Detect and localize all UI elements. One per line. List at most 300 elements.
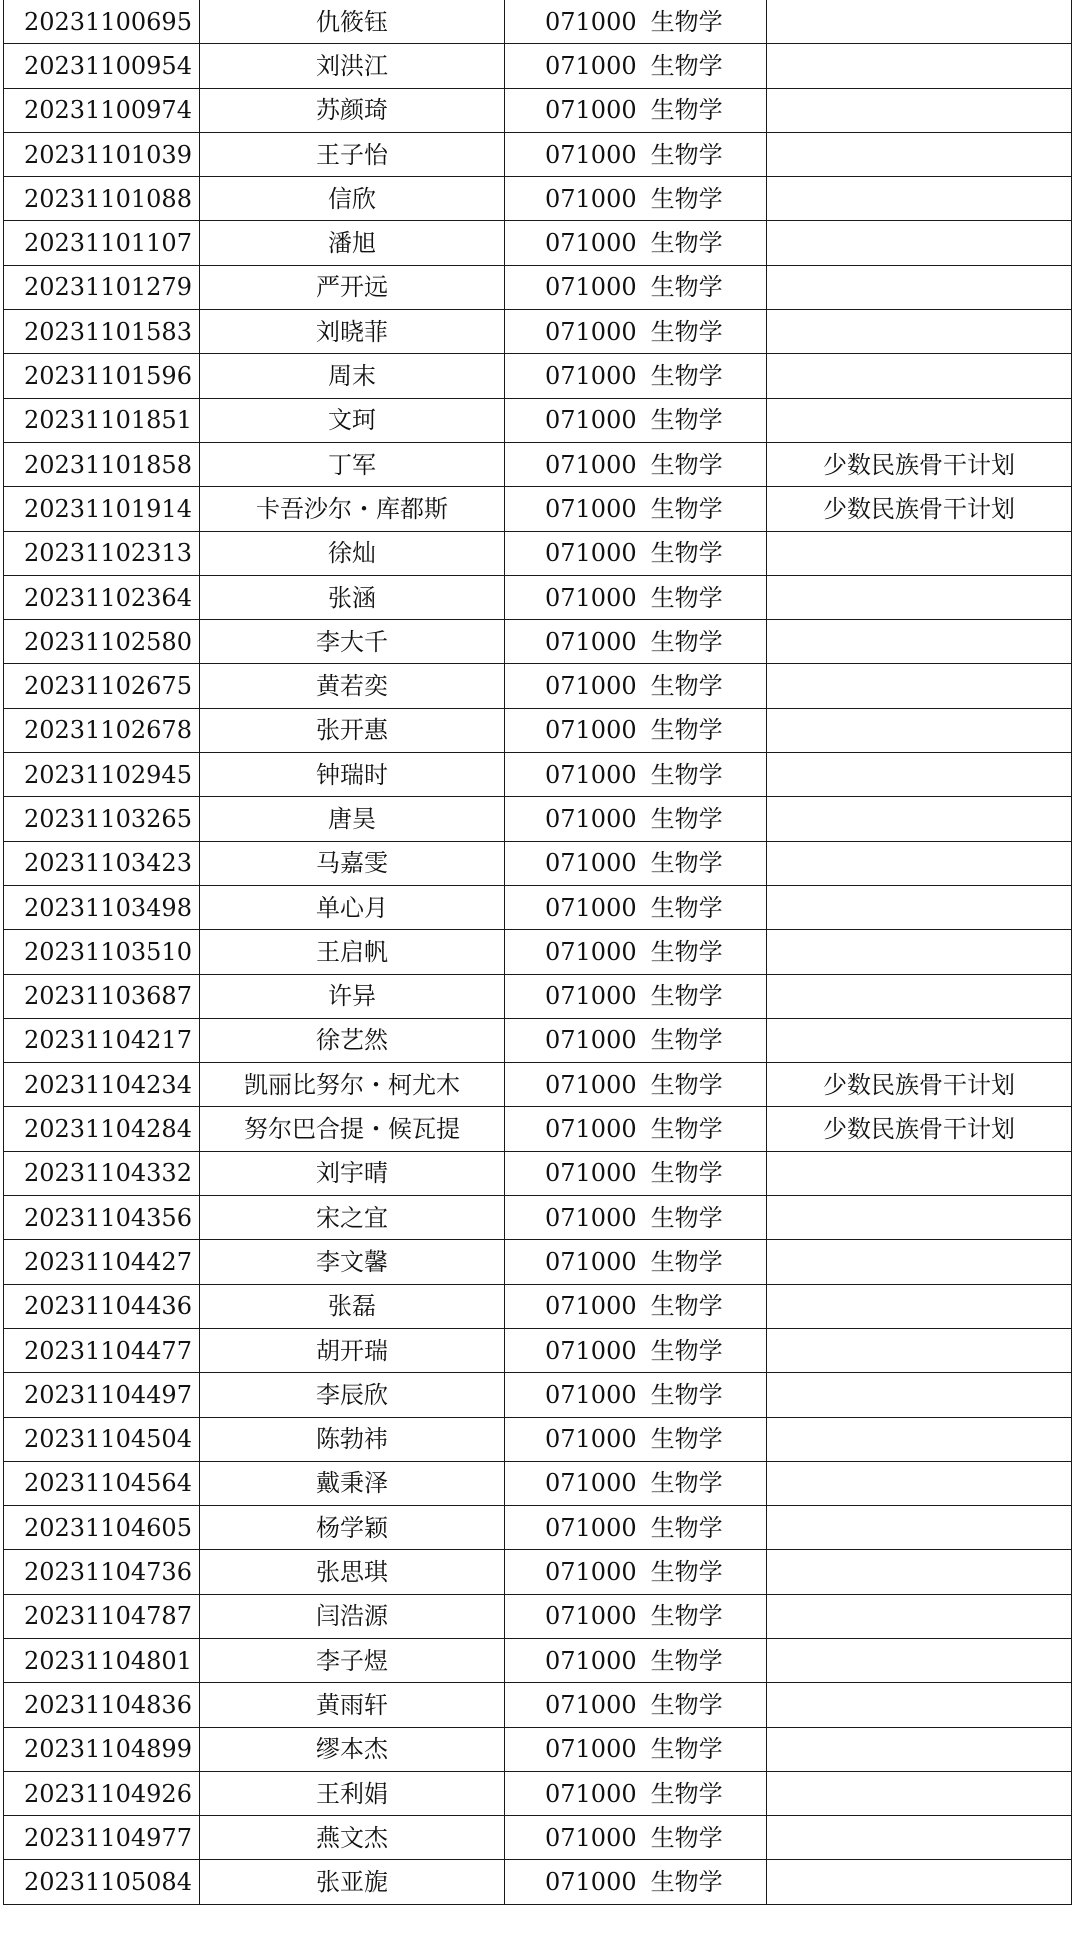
student-id-cell: 20231103265 [4, 797, 200, 841]
major-cell [505, 1196, 767, 1240]
program-note-cell [767, 531, 1072, 575]
student-name-cell: 李辰欣 [200, 1373, 505, 1417]
major-cell [505, 1018, 767, 1062]
major-name: 生物学 [650, 7, 723, 36]
major-code: 071000 [545, 716, 637, 745]
program-note-cell [767, 1373, 1072, 1417]
major-name: 生物学 [650, 362, 723, 391]
program-note-cell: 少数民族骨干计划 [767, 1063, 1072, 1107]
program-note-cell [767, 1196, 1072, 1240]
major-cell [505, 398, 767, 442]
student-id-cell: 20231102313 [4, 531, 200, 575]
major-cell [505, 1063, 767, 1107]
program-note-cell: 少数民族骨干计划 [767, 1107, 1072, 1151]
student-name-cell: 李大千 [200, 620, 505, 664]
major-name: 生物学 [650, 1735, 723, 1764]
major-code: 071000 [545, 893, 637, 922]
program-note-cell [767, 88, 1072, 132]
student-id-cell: 20231101039 [4, 132, 200, 176]
student-name-cell: 宋之宜 [200, 1196, 505, 1240]
student-id-cell: 20231101914 [4, 487, 200, 531]
student-id-cell: 20231104899 [4, 1727, 200, 1771]
major-name: 生物学 [650, 1646, 723, 1675]
major-name: 生物学 [650, 1336, 723, 1365]
major-cell [505, 265, 767, 309]
program-note-cell [767, 354, 1072, 398]
major-code: 071000 [545, 1735, 637, 1764]
major-code: 071000 [545, 273, 637, 302]
table-row [4, 354, 1072, 398]
student-id-cell: 20231104736 [4, 1550, 200, 1594]
program-note-cell [767, 1417, 1072, 1461]
major-cell [505, 1727, 767, 1771]
major-code: 071000 [545, 1779, 637, 1808]
table-row [4, 1328, 1072, 1372]
major-code: 071000 [545, 539, 637, 568]
student-name-cell: 李文馨 [200, 1240, 505, 1284]
major-name: 生物学 [650, 406, 723, 435]
student-id-cell: 20231101088 [4, 177, 200, 221]
major-code: 071000 [545, 1602, 637, 1631]
major-cell [505, 1506, 767, 1550]
major-code: 071000 [545, 229, 637, 258]
table-row [4, 841, 1072, 885]
student-name-cell: 仇筱钰 [200, 0, 505, 44]
student-id-cell: 20231101858 [4, 442, 200, 486]
major-name: 生物学 [650, 1868, 723, 1897]
program-note-cell [767, 44, 1072, 88]
major-code: 071000 [545, 1469, 637, 1498]
student-id-cell: 20231103687 [4, 974, 200, 1018]
program-note-cell [767, 1328, 1072, 1372]
student-name-cell: 陈勃祎 [200, 1417, 505, 1461]
student-name-cell: 许异 [200, 974, 505, 1018]
major-cell [505, 0, 767, 44]
student-name-cell: 王启帆 [200, 930, 505, 974]
student-name-cell: 闫浩源 [200, 1594, 505, 1638]
program-note-cell [767, 974, 1072, 1018]
major-name: 生物学 [650, 1159, 723, 1188]
table-row [4, 0, 1072, 44]
student-name-cell: 张涵 [200, 575, 505, 619]
program-note-cell [767, 1683, 1072, 1727]
program-note-cell: 少数民族骨干计划 [767, 487, 1072, 531]
program-note-cell [767, 1860, 1072, 1904]
student-name-cell: 胡开瑞 [200, 1328, 505, 1372]
student-id-cell: 20231102945 [4, 753, 200, 797]
student-id-cell: 20231101851 [4, 398, 200, 442]
student-name-cell: 卡吾沙尔・库都斯 [200, 487, 505, 531]
student-id-cell: 20231104564 [4, 1461, 200, 1505]
student-id-cell: 20231101279 [4, 265, 200, 309]
major-code: 071000 [545, 1513, 637, 1542]
major-name: 生物学 [650, 1380, 723, 1409]
program-note-cell [767, 398, 1072, 442]
student-id-cell: 20231104787 [4, 1594, 200, 1638]
table-row [4, 44, 1072, 88]
student-id-cell: 20231102580 [4, 620, 200, 664]
student-name-cell: 戴秉泽 [200, 1461, 505, 1505]
program-note-cell [767, 1151, 1072, 1195]
major-name: 生物学 [650, 1823, 723, 1852]
student-name-cell: 潘旭 [200, 221, 505, 265]
student-id-cell: 20231104497 [4, 1373, 200, 1417]
major-code: 071000 [545, 1247, 637, 1276]
major-name: 生物学 [650, 1203, 723, 1232]
student-name-cell: 王利娟 [200, 1771, 505, 1815]
major-name: 生物学 [650, 140, 723, 169]
major-cell [505, 885, 767, 929]
program-note-cell [767, 310, 1072, 354]
student-name-cell: 马嘉雯 [200, 841, 505, 885]
major-code: 071000 [545, 849, 637, 878]
major-code: 071000 [545, 1558, 637, 1587]
program-note-cell [767, 885, 1072, 929]
major-code: 071000 [545, 804, 637, 833]
student-name-cell: 张磊 [200, 1284, 505, 1328]
table-row [4, 620, 1072, 664]
table-row [4, 575, 1072, 619]
major-code: 071000 [545, 937, 637, 966]
major-cell [505, 354, 767, 398]
student-name-cell: 刘洪江 [200, 44, 505, 88]
student-name-cell: 徐灿 [200, 531, 505, 575]
program-note-cell [767, 1018, 1072, 1062]
program-note-cell: 少数民族骨干计划 [767, 442, 1072, 486]
student-id-cell: 20231100954 [4, 44, 200, 88]
major-cell [505, 1240, 767, 1284]
table-row [4, 1727, 1072, 1771]
student-id-cell: 20231102675 [4, 664, 200, 708]
major-name: 生物学 [650, 672, 723, 701]
student-id-cell: 20231100695 [4, 0, 200, 44]
program-note-cell [767, 1284, 1072, 1328]
student-name-cell: 单心月 [200, 885, 505, 929]
major-cell [505, 1107, 767, 1151]
major-cell [505, 1816, 767, 1860]
table-row [4, 1018, 1072, 1062]
table-row [4, 1816, 1072, 1860]
major-cell [505, 88, 767, 132]
student-name-cell: 凯丽比努尔・柯尤木 [200, 1063, 505, 1107]
student-id-cell: 20231105084 [4, 1860, 200, 1904]
table-row [4, 1506, 1072, 1550]
major-name: 生物学 [650, 229, 723, 258]
program-note-cell [767, 930, 1072, 974]
major-cell [505, 487, 767, 531]
major-cell [505, 1860, 767, 1904]
student-id-cell: 20231104605 [4, 1506, 200, 1550]
major-name: 生物学 [650, 1779, 723, 1808]
program-note-cell [767, 1638, 1072, 1682]
program-note-cell [767, 1550, 1072, 1594]
table-row [4, 531, 1072, 575]
major-name: 生物学 [650, 937, 723, 966]
table-row [4, 442, 1072, 486]
major-code: 071000 [545, 760, 637, 789]
student-id-cell: 20231104332 [4, 1151, 200, 1195]
table-row [4, 1373, 1072, 1417]
student-id-cell: 20231104977 [4, 1816, 200, 1860]
table-row [4, 1638, 1072, 1682]
table-row [4, 664, 1072, 708]
student-name-cell: 王子怡 [200, 132, 505, 176]
major-cell [505, 797, 767, 841]
major-code: 071000 [545, 1646, 637, 1675]
student-name-cell: 唐昊 [200, 797, 505, 841]
major-name: 生物学 [650, 494, 723, 523]
student-name-cell: 黄若奕 [200, 664, 505, 708]
table-row [4, 1196, 1072, 1240]
major-code: 071000 [545, 1425, 637, 1454]
student-id-cell: 20231104436 [4, 1284, 200, 1328]
student-id-cell: 20231104504 [4, 1417, 200, 1461]
major-cell [505, 531, 767, 575]
student-name-cell: 杨学颖 [200, 1506, 505, 1550]
table-row [4, 1771, 1072, 1815]
major-cell [505, 708, 767, 752]
major-name: 生物学 [650, 893, 723, 922]
major-name: 生物学 [650, 1070, 723, 1099]
major-name: 生物学 [650, 1247, 723, 1276]
student-id-cell: 20231104836 [4, 1683, 200, 1727]
program-note-cell [767, 132, 1072, 176]
major-cell [505, 177, 767, 221]
major-cell [505, 620, 767, 664]
program-note-cell [767, 575, 1072, 619]
major-cell [505, 841, 767, 885]
table-row [4, 708, 1072, 752]
major-code: 071000 [545, 1115, 637, 1144]
major-code: 071000 [545, 1292, 637, 1321]
student-name-cell: 丁军 [200, 442, 505, 486]
program-note-cell [767, 841, 1072, 885]
major-cell [505, 310, 767, 354]
student-id-cell: 20231101583 [4, 310, 200, 354]
major-cell [505, 1550, 767, 1594]
student-name-cell: 苏颜琦 [200, 88, 505, 132]
program-note-cell [767, 1240, 1072, 1284]
major-cell [505, 132, 767, 176]
student-id-cell: 20231102678 [4, 708, 200, 752]
table-row [4, 797, 1072, 841]
major-code: 071000 [545, 96, 637, 125]
student-id-cell: 20231103423 [4, 841, 200, 885]
student-id-cell: 20231104801 [4, 1638, 200, 1682]
major-code: 071000 [545, 406, 637, 435]
student-name-cell: 钟瑞时 [200, 753, 505, 797]
major-cell [505, 1284, 767, 1328]
major-name: 生物学 [650, 51, 723, 80]
student-name-cell: 燕文杰 [200, 1816, 505, 1860]
student-name-cell: 徐艺然 [200, 1018, 505, 1062]
major-name: 生物学 [650, 450, 723, 479]
major-code: 071000 [545, 1380, 637, 1409]
program-note-cell [767, 265, 1072, 309]
major-name: 生物学 [650, 849, 723, 878]
major-code: 071000 [545, 672, 637, 701]
table-row [4, 221, 1072, 265]
major-cell [505, 930, 767, 974]
program-note-cell [767, 1771, 1072, 1815]
major-code: 071000 [545, 450, 637, 479]
major-name: 生物学 [650, 96, 723, 125]
major-code: 071000 [545, 583, 637, 612]
major-name: 生物学 [650, 1115, 723, 1144]
major-name: 生物学 [650, 1292, 723, 1321]
table-row [4, 487, 1072, 531]
table-row [4, 1860, 1072, 1904]
major-code: 071000 [545, 1159, 637, 1188]
major-cell [505, 664, 767, 708]
student-name-cell: 信欣 [200, 177, 505, 221]
student-name-cell: 黄雨轩 [200, 1683, 505, 1727]
table-body [4, 0, 1072, 1904]
major-code: 071000 [545, 140, 637, 169]
table-row [4, 310, 1072, 354]
admission-list-table [3, 0, 1072, 1905]
program-note-cell [767, 708, 1072, 752]
student-name-cell: 严开远 [200, 265, 505, 309]
major-code: 071000 [545, 1070, 637, 1099]
program-note-cell [767, 221, 1072, 265]
major-code: 071000 [545, 362, 637, 391]
major-code: 071000 [545, 184, 637, 213]
table-row [4, 885, 1072, 929]
major-cell [505, 1328, 767, 1372]
program-note-cell [767, 177, 1072, 221]
student-id-cell: 20231104356 [4, 1196, 200, 1240]
major-name: 生物学 [650, 184, 723, 213]
student-id-cell: 20231101107 [4, 221, 200, 265]
major-cell [505, 44, 767, 88]
major-cell [505, 1638, 767, 1682]
major-cell [505, 974, 767, 1018]
major-name: 生物学 [650, 804, 723, 833]
student-id-cell: 20231104284 [4, 1107, 200, 1151]
major-code: 071000 [545, 494, 637, 523]
program-note-cell [767, 1506, 1072, 1550]
major-cell [505, 1594, 767, 1638]
major-cell [505, 1461, 767, 1505]
program-note-cell [767, 1727, 1072, 1771]
program-note-cell [767, 1594, 1072, 1638]
major-name: 生物学 [650, 583, 723, 612]
table-row [4, 1107, 1072, 1151]
student-id-cell: 20231104427 [4, 1240, 200, 1284]
table-row [4, 398, 1072, 442]
student-name-cell: 刘晓菲 [200, 310, 505, 354]
student-id-cell: 20231103498 [4, 885, 200, 929]
table-row [4, 1594, 1072, 1638]
program-note-cell [767, 620, 1072, 664]
student-name-cell: 周末 [200, 354, 505, 398]
student-id-cell: 20231104217 [4, 1018, 200, 1062]
major-cell [505, 221, 767, 265]
major-code: 071000 [545, 982, 637, 1011]
program-note-cell [767, 1461, 1072, 1505]
major-code: 071000 [545, 1868, 637, 1897]
student-id-cell: 20231103510 [4, 930, 200, 974]
major-cell [505, 442, 767, 486]
major-name: 生物学 [650, 760, 723, 789]
student-name-cell: 文珂 [200, 398, 505, 442]
table-row [4, 753, 1072, 797]
student-id-cell: 20231101596 [4, 354, 200, 398]
table-row [4, 1240, 1072, 1284]
student-name-cell: 张思琪 [200, 1550, 505, 1594]
table-row [4, 1461, 1072, 1505]
table-row [4, 132, 1072, 176]
major-name: 生物学 [650, 317, 723, 346]
table-row [4, 1063, 1072, 1107]
major-code: 071000 [545, 1203, 637, 1232]
student-id-cell: 20231100974 [4, 88, 200, 132]
major-name: 生物学 [650, 1690, 723, 1719]
major-name: 生物学 [650, 1602, 723, 1631]
table-row [4, 1284, 1072, 1328]
major-name: 生物学 [650, 273, 723, 302]
major-name: 生物学 [650, 1513, 723, 1542]
student-id-cell: 20231102364 [4, 575, 200, 619]
major-name: 生物学 [650, 1558, 723, 1587]
major-code: 071000 [545, 7, 637, 36]
major-code: 071000 [545, 317, 637, 346]
major-cell [505, 753, 767, 797]
table-row [4, 974, 1072, 1018]
student-name-cell: 努尔巴合提・候瓦提 [200, 1107, 505, 1151]
student-name-cell: 张开惠 [200, 708, 505, 752]
major-cell [505, 1151, 767, 1195]
major-code: 071000 [545, 1026, 637, 1055]
student-id-cell: 20231104234 [4, 1063, 200, 1107]
major-name: 生物学 [650, 1026, 723, 1055]
table-row [4, 88, 1072, 132]
major-name: 生物学 [650, 627, 723, 656]
student-id-cell: 20231104926 [4, 1771, 200, 1815]
major-code: 071000 [545, 51, 637, 80]
student-name-cell: 刘宇晴 [200, 1151, 505, 1195]
major-name: 生物学 [650, 1469, 723, 1498]
table-row [4, 265, 1072, 309]
program-note-cell [767, 1816, 1072, 1860]
major-name: 生物学 [650, 982, 723, 1011]
major-code: 071000 [545, 1690, 637, 1719]
major-cell [505, 1771, 767, 1815]
table-row [4, 930, 1072, 974]
student-id-cell: 20231104477 [4, 1328, 200, 1372]
major-code: 071000 [545, 627, 637, 656]
major-code: 071000 [545, 1336, 637, 1365]
program-note-cell [767, 0, 1072, 44]
major-name: 生物学 [650, 539, 723, 568]
major-cell [505, 1373, 767, 1417]
student-name-cell: 李子煜 [200, 1638, 505, 1682]
table-row [4, 1550, 1072, 1594]
program-note-cell [767, 753, 1072, 797]
table-row [4, 177, 1072, 221]
table-row [4, 1151, 1072, 1195]
major-name: 生物学 [650, 716, 723, 745]
major-name: 生物学 [650, 1425, 723, 1454]
student-name-cell: 张亚旎 [200, 1860, 505, 1904]
major-cell [505, 1417, 767, 1461]
program-note-cell [767, 664, 1072, 708]
program-note-cell [767, 797, 1072, 841]
table-row [4, 1417, 1072, 1461]
student-name-cell: 缪本杰 [200, 1727, 505, 1771]
major-cell [505, 575, 767, 619]
